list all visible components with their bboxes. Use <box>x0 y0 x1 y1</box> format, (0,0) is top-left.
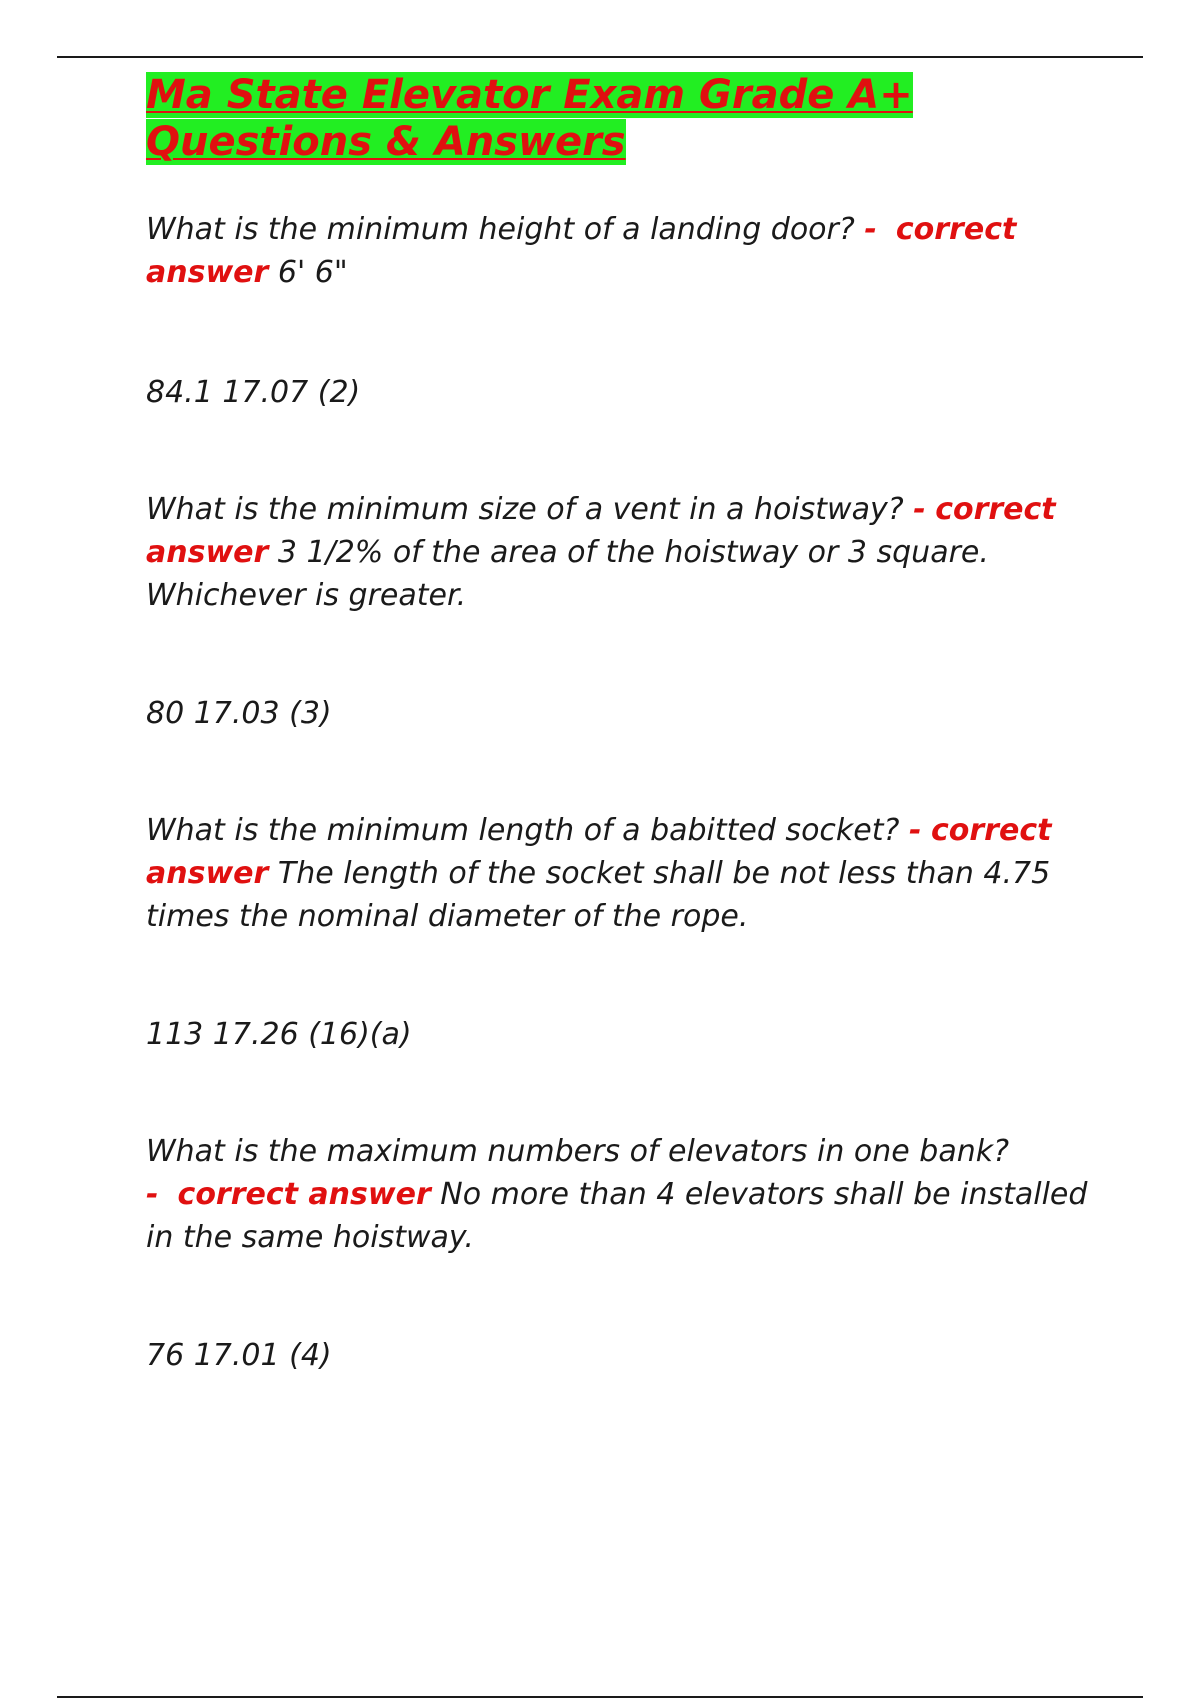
answer-text: The length of the socket shall be not less than 4.75 times the nominal diameter of the rope. <box>146 856 1051 934</box>
correct-answer-label: correct answer <box>146 212 1017 290</box>
question-text: What is the minimum height of a landing door? <box>146 212 855 247</box>
question-text: What is the minimum length of a babitted socket? <box>146 813 900 848</box>
answer-dash: - <box>908 813 922 848</box>
answer-text: No more than 4 elevators shall be installed in the same hoistway. <box>146 1177 1088 1255</box>
title-line-1: Ma State Elevator Exam Grade A+ <box>146 72 913 118</box>
reference-citation: 113 17.26 (16)(a) <box>146 1017 412 1052</box>
reference-citation: 76 17.01 (4) <box>146 1338 332 1373</box>
footer-rule <box>57 1696 1143 1698</box>
question-text: What is the maximum numbers of elevators in one bank? <box>146 1134 1010 1169</box>
reference-citation: 80 17.03 (3) <box>146 696 332 731</box>
correct-answer-label: correct answer <box>146 492 1056 570</box>
answer-text: 3 1/2% of the area of the hoistway or 3 square. Whichever is greater. <box>146 535 989 613</box>
correct-answer-label: correct answer <box>146 813 1052 891</box>
qa-item <box>146 488 1106 617</box>
answer-dash: - <box>913 492 926 527</box>
header-rule <box>57 56 1143 58</box>
correct-answer-label: correct answer <box>177 1177 431 1212</box>
answer-dash: - <box>146 1177 159 1212</box>
document-title <box>146 72 1106 166</box>
title-line-2: Questions & Answers <box>146 119 626 165</box>
document-body <box>146 72 1106 1377</box>
question-text: What is the minimum size of a vent in a hoistway? <box>146 492 904 527</box>
qa-item <box>146 1130 1106 1259</box>
qa-item <box>146 809 1106 938</box>
reference-citation: 84.1 17.07 (2) <box>146 375 361 410</box>
qa-item <box>146 208 1106 294</box>
answer-dash: - <box>864 212 877 247</box>
answer-text: 6' 6" <box>277 255 348 290</box>
